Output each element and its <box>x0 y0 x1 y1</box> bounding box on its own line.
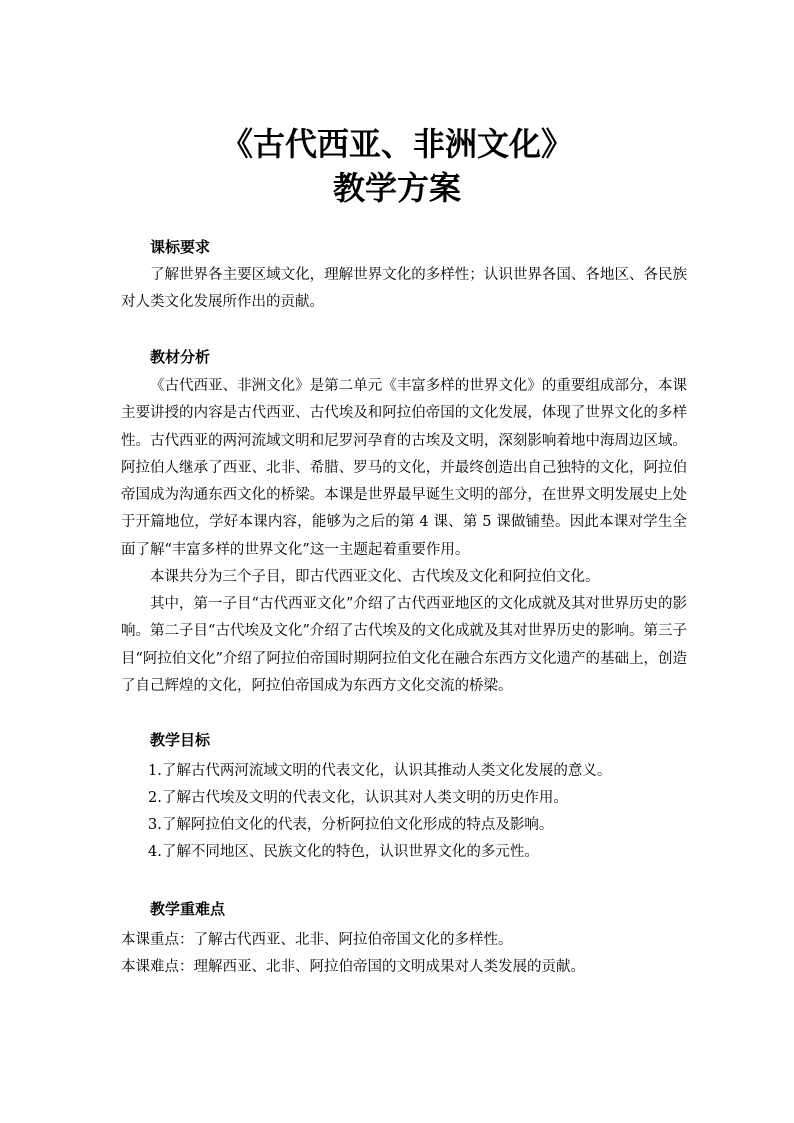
key-focus-text: 本课重点：了解古代西亚、北非、阿拉伯帝国文化的多样性。 <box>121 932 513 948</box>
objective-item-4: 4.了解不同地区、民族文化的特色，认识世界文化的多元性。 <box>148 844 539 860</box>
standards-heading: 课标要求 <box>150 238 211 256</box>
analysis-paragraph-3: 其中，第一子目“古代西亚文化”介绍了古代西亚地区的文化成就及其对世界历史的影响。第二子目“古代埃及文化”介绍了古代埃及的文化成就及其对世界历史的影响。第三子目“阿拉伯文化”介绍了阿拉伯帝国时期阿拉伯文化在融合东西方文化遗产的基础上，创造了自己辉煌的文化，阿拉伯帝国成为东西方文化交流的桥梁。 <box>121 596 687 694</box>
key-difficulty-text: 本课难点：理解西亚、北非、阿拉伯帝国的文明成果对人类发展的贡献。 <box>121 959 585 975</box>
objectives-heading: 教学目标 <box>150 731 211 749</box>
objective-item-3: 3.了解阿拉伯文化的代表，分析阿拉伯文化形成的特点及影响。 <box>148 817 554 833</box>
standards-text: 了解世界各主要区域文化，理解世界文化的多样性；认识世界各国、各地区、各民族对人类文化发展所作出的贡献。 <box>121 267 687 311</box>
objective-item-2: 2.了解古代埃及文明的代表文化，认识其对人类文明的历史作用。 <box>148 790 568 806</box>
keypoints-heading: 教学重难点 <box>150 900 226 918</box>
analysis-paragraph-1: 《古代西亚、非洲文化》是第二单元《丰富多样的世界文化》的重要组成部分，本课主要讲授的内容是古代西亚、古代埃及和阿拉伯帝国的文化发展，体现了世界文化的多样性。古代西亚的两河流域文明和尼罗河孕育的古埃及文明，深刻影响着地中海周边区域。阿拉伯人继承了西亚、北非、希腊、罗马的文化，并最终创造出自己独特的文化，阿拉伯帝国成为沟通东西文化的桥梁。本课是世界最早诞生文明的部分，在世界文明发展史上处于开篇地位，学好本课内容，能够为之后的第 4 课、第 5 课做铺垫。因此本课对学生全面了解“丰富多样的世界文化”这一主题起着重要作用。 <box>121 378 687 558</box>
objective-item-1: 1.了解古代两河流域文明的代表文化，认识其推动人类文化发展的意义。 <box>148 763 612 779</box>
document-subtitle: 教学方案 <box>332 169 461 207</box>
analysis-paragraph-2: 本课共分为三个子目，即古代西亚文化、古代埃及文化和阿拉伯文化。 <box>150 569 600 585</box>
analysis-heading: 教材分析 <box>150 348 211 366</box>
document-title: 《古代西亚、非洲文化》 <box>220 125 573 163</box>
